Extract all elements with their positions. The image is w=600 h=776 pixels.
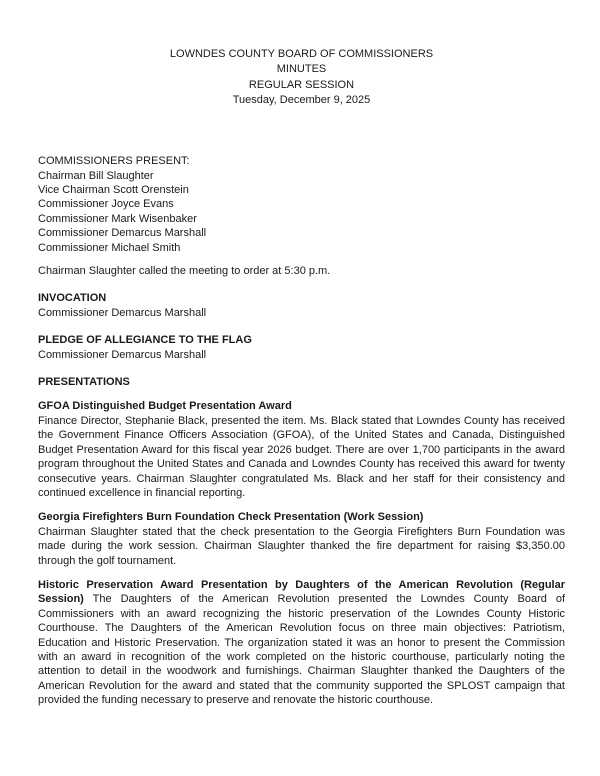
presentation-body (38, 578, 565, 708)
invocation-body: Commissioner Demarcus Marshall (38, 306, 207, 319)
presentation-body: Chairman Slaughter stated that the check presentation to the Georgia Firefighters Burn Foundation was made during the work session. Chairman Slaughter thanked the fire department for raising $3,350.00 through the golf tournament. (38, 525, 565, 567)
presentation-body: Finance Director, Stephanie Black, presented the item. Ms. Black stated that Lowndes County has received the Government Finance Officers Association (GFOA), of the United States and Canada, Distinguished Budget Presentation Award for this fiscal year 2026 budget. There are over 1,700 participants in the award program throughout the United States and Canada and Lowndes County has received this award for twenty consecutive years. Chairman Slaughter congratulated Ms. Black and her staff for their consistency and continued excellence in financial reporting. (38, 414, 565, 499)
attendee-line: Commissioner Joyce Evans (38, 198, 174, 211)
attendee-line: Commissioner Demarcus Marshall (38, 227, 207, 240)
attendee-line: Vice Chairman Scott Orenstein (38, 184, 189, 196)
pledge-section (38, 333, 565, 362)
presentations-heading: PRESENTATIONS (38, 376, 130, 389)
attendee-line: Commissioner Michael Smith (38, 241, 181, 254)
header-organization: LOWNDES COUNTY BOARD OF COMMISSIONERS (169, 48, 434, 60)
presentation-title: Georgia Firefighters Burn Foundation Check Presentation (Work Session) (38, 511, 424, 524)
invocation-section (38, 291, 565, 320)
attendee-line: Commissioner Mark Wisenbaker (38, 212, 197, 225)
header-document-type: MINUTES (276, 63, 327, 76)
attendee-line: Chairman Bill Slaughter (38, 169, 154, 182)
attendance-label: COMMISSIONERS PRESENT: (38, 155, 190, 168)
presentation-gfoa-award (38, 399, 565, 500)
header-session-type: REGULAR SESSION (248, 78, 355, 91)
header-date: Tuesday, December 9, 2025 (232, 93, 371, 106)
presentation-title: GFOA Distinguished Budget Presentation Award (38, 400, 292, 413)
invocation-heading: INVOCATION (38, 292, 107, 305)
presentation-body-text: The Daughters of the American Revolution presented the Lowndes County Board of Commissioners with an award recognizing the historic preservation of the Lowndes County Historic Courthouse. The Daughters of the American Revolution focus on three main objectives: Patriotism, Education and Historic Preservation. The organization stated it was an honor to present the Commission with an award in recognition of the work completed on the historic courthouse, particularly noting the attention to detail in the woodwork and furnishings. Chairman Slaughter thanked the Daughters of the American Revolution for the award and stated that the community supported the SPLOST campaign that provided the funding necessary to preserve and renovate the historic courthouse. (38, 593, 565, 707)
document-header (38, 47, 565, 108)
presentation-historic-preservation (38, 578, 565, 708)
call-to-order-statement: Chairman Slaughter called the meeting to order at 5:30 p.m. (38, 265, 331, 278)
pledge-body: Commissioner Demarcus Marshall (38, 348, 207, 361)
presentation-firefighters-check (38, 510, 565, 568)
commissioners-present-section (38, 154, 565, 255)
presentation-title: Historic Preservation Award Presentation by Daughters of the American Revolution (Regular Session) (38, 578, 565, 606)
pledge-heading: PLEDGE OF ALLEGIANCE TO THE FLAG (38, 334, 252, 347)
